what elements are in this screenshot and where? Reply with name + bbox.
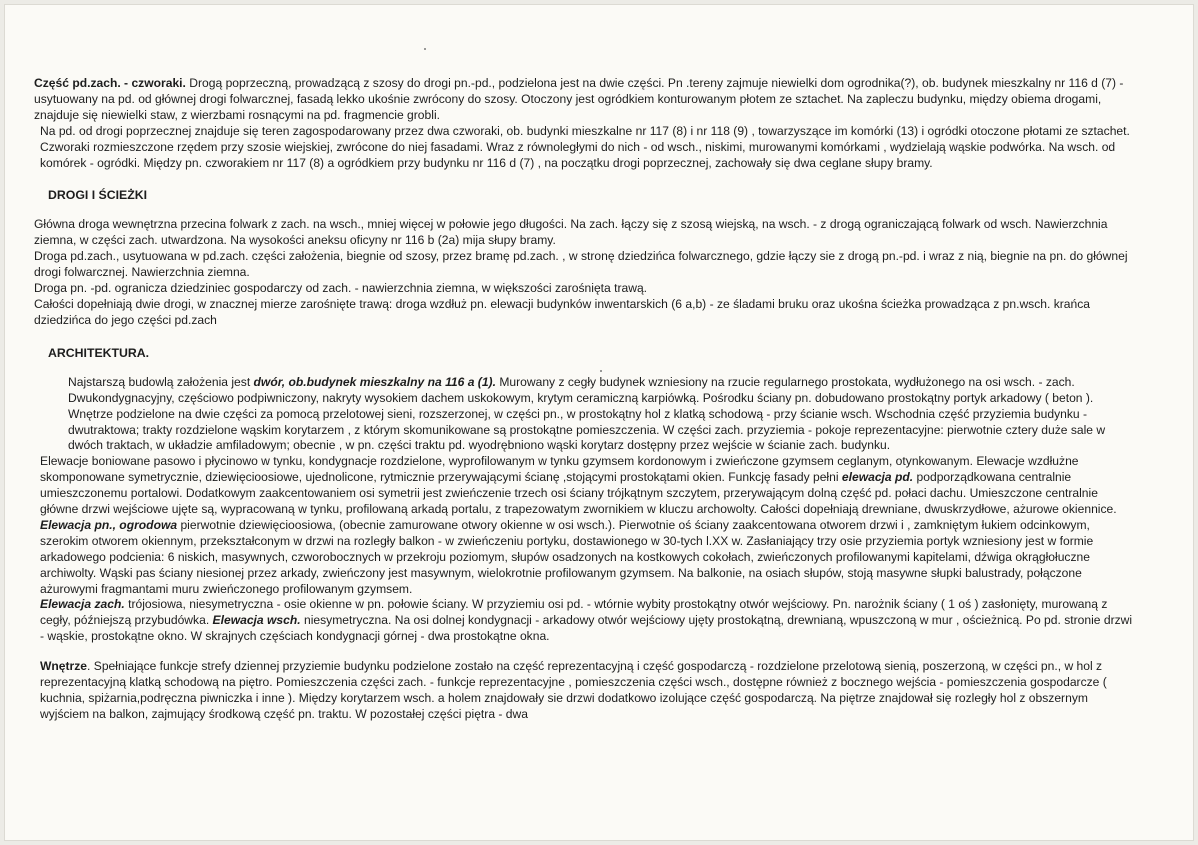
wnetrze-title: Wnętrze xyxy=(40,659,88,674)
document-body xyxy=(34,76,1134,723)
drogi-paragraph-3: Droga pn. -pd. ogranicza dziedziniec gospodarczy od zach. - nawierzchnia ziemna, w większości zarośnięta trawą. xyxy=(34,281,648,296)
wnetrze-paragraph: Wnętrze. Spełniające funkcje strefy dziennej przyziemie budynku podzielone zostało na część reprezentacyjną i część gospodarczą - rozdzielone przelotową sienią, poszerzoną, w części pn., w hol z reprezentacyjną klatką schodową na piętro. Pomieszczenia części zach. - funkcje reprezentacyjne , pomieszczenia części wsch., dostępne również z bocznego wejścia - pomieszczenia gospodarcze ( kuchnia, spiżarnia,podręczna piwniczka i inne ). Między korytarzem wsch. a holem znajdowały sie drzwi dodatkowo izolujące część gospodarczą. Na piętrze znajdował się rozległy hol z obszernym wyjściem na balkon, zajmujący środkową część pn. traktu. W pozostałej części piętra - dwa xyxy=(40,659,1107,721)
drogi-paragraph-4: Całości dopełniają dwie drogi, w znacznej mierze zarośnięte trawą: droga wzdłuż pn. elewacji budynków inwentarskich (6 a,b) - ze śladami bruku oraz ukośna ścieżka prowadząca z pn.wsch. krańca dziedzińca do jego części pd.zach xyxy=(34,296,1091,327)
czworaki-paragraph-2: Na pd. od drogi poprzecznej znajduje się teren zagospodarowany przez dwa czworaki, ob. budynki mieszkalne nr 117 (8) i nr 118 (9) , towarzyszące im komórki (13) i ogródki otoczone płotami ze sztachet. Czworaki rozmieszczone rzędem przy szosie wiejskiej, zwrócone do niej fasadami. Wraz z równoległymi do nich - od wsch., niskimi, murowanymi komórkami , wydzielają wąskie podwórka. Na wsch. od komórek - ogródki. Między pn. czworakiem nr 117 (8) a ogródkiem przy budynku nr 116 d (7) , na początku drogi poprzecznej, zachowały się dwa ceglane słupy bramy. xyxy=(40,123,1130,170)
elewacja-pn-label: Elewacja pn., ogrodowa xyxy=(40,517,178,532)
architektura-paragraph-1: Najstarszą budowlą założenia jest dwór, ob.budynek mieszkalny na 116 a (1). Murowany z cegły budynek wzniesiony na rzucie regularnego prostokata, wydłużonego na osi wsch. - zach. Dwukondygnacyjny, częściowo podpiwniczony, nakryty wysokiem dachem uskokowym, krytym ceramiczną karpiówką. Pośrodku ściany pn. dobudowano prostokątny portyk arkadowy ( beton ). Wnętrze podzielone na dwie części za pomocą przelotowej sieni, rozszerzonej, w części pn., w prostokątny hol z klatką schodową - przy ścianie wsch. Wschodnia część przyziemia budynku - dwutraktowa; trakty rozdzielone wąskim korytarzem , z którym skomunikowane są prostokątne pomieszczenia. W części zach. przyziemia - pokoje reprezentacyjne: pierwotnie cztery duże sale w dwóch traktach, w układzie amfiladowym; obecnie , w pn. części traktu pd. wyodrębniono wąski korytarz dostępny przez wejście w ścianie zach. budynku. xyxy=(68,374,1106,453)
elewacja-zach-label: Elewacja zach. xyxy=(40,597,125,612)
scan-speck xyxy=(424,48,426,50)
document-page xyxy=(4,4,1194,841)
architektura-paragraph-2: Elewacje boniowane pasowo i płycinowo w tynku, kondygnacje rozdzielone, wyprofilowanym w tynku gzymsem kordonowym i zwieńczone gzymsem ceglanym, otynkowanym. Elewacje wzdłużne skomponowane symetrycznie, dziewięcioosiowe, ujednolicone, rytmicznie przerywającymi ścianę ,stojącymi prostokątami okien. Funkcję fasady pełni elewacja pd. podporządkowana centralnie umieszczonemu portalowi. Dodatkowym zaakcentowaniem osi symetrii jest zwieńczenie trzech osi ściany trójkątnym szczytem, przerywającym dolną część pd. połaci dachu. Umieszczone centralnie główne drzwi wejściowe ujęte są, wypracowaną w tynku, profilowaną arkadą portalu, z trapezowatym zwornikiem w kluczu archowolty. Całości dopełniają drewniane, dwuskrzydłowe, ażurowe okiennice. Elewacja pn., ogrodowa pierwotnie dziewięcioosiowa, (obecnie zamurowane otwory okienne w osi wsch.). Pierwotnie oś ściany zaakcentowana otworem drzwi i , zamkniętym łukiem odcinkowym, szerokim otworem okiennym, przekształconym w drzwi na rozległy balkon - w zwieńczeniu portyku, dostawionego w 30-tych l.XX w. Zasłaniający trzy osie przyziemia portyk wzniesiony jest w formie arkadowego podcienia: 6 niskich, masywnych, czworobocznych w przekroju poziomym, słupów osadzonych na kostkowych cokołach, zwieńczonych profilowanymi kapitelami, dźwiga okrągłołuczne archiwolty. Wąski pas ściany niesionej przez arkady, zwieńczony jest masywnym, wielokrotnie profilowanym gzymsem. Na balkonie, na osiach słupów, stoją masywne słupki balustrady, połączone ażurowymi fragmantami muru zwieńczonego profilowanym gzymsem. xyxy=(40,454,1117,596)
heading-drogi: DROGI I ŚCIEŻKI xyxy=(48,188,148,203)
heading-architektura: ARCHITEKTURA. xyxy=(48,345,150,360)
drogi-paragraph-2: Droga pd.zach., usytuowana w pd.zach. części założenia, biegnie od szosy, przez bramę pd.zach. , w stronę dziedzińca folwarcznego, gdzie łączy sie z drogą pn.-pd. i wraz z nią, biegnie na pn. do głównej drogi folwarcznej. Nawierzchnia ziemna. xyxy=(34,249,1128,280)
drogi-paragraph-1: Główna droga wewnętrzna przecina folwark z zach. na wsch., mniej więcej w połowie jego długości. Na zach. łączy się z szosą wiejską, na wsch. - z drogą ograniczającą folwark od wsch. Nawierzchnia ziemna, w części zach. utwardzona. Na wysokości aneksu oficyny nr 116 b (2a) mija słupy bramy. xyxy=(34,217,1108,248)
dwor-name: dwór, ob.budynek mieszkalny na 116 a (1). xyxy=(253,374,496,389)
czworaki-paragraph: Część pd.zach. - czworaki. Drogą poprzeczną, prowadzącą z szosy do drogi pn.-pd., podzielona jest na dwie części. Pn .tereny zajmuje niewielki dom ogrodnika(?), ob. budynek mieszkalny nr 116 d (7) - usytuowany na pd. od głównej drogi folwarcznej, fasadą lekko ukośnie zwrócony do szosy. Otoczony jest ogródkiem konturowanym płotem ze sztachet. Na zapleczu budynku, między obiema drogami, znajduje się niewielki staw, z wierzbami rosnącymi na pd. fragmencie grobli. xyxy=(34,76,1124,122)
architektura-paragraph-3: Elewacja zach. trójosiowa, niesymetryczna - osie okienne w pn. połowie ściany. W przyziemiu osi pd. - wtórnie wybity prostokątny otwór wejściowy. Pn. narożnik ściany ( 1 oś ) zasłonięty, murowaną z cegły, późniejszą przybudówka. Elewacja wsch. niesymetryczna. Na osi dolnej kondygnacji - arkadowy otwór wejściowy ujęty prostokątną, drewnianą, wpuszczoną w mur , ościeżnicą. Po pd. stronie drzwi - wąskie, prostokątne okno. W skrajnych częściach kondygnacji górnej - dwa prostokątne okna. xyxy=(40,597,1133,644)
elewacja-wsch-label: Elewacja wsch. xyxy=(212,613,301,628)
czworaki-title: Część pd.zach. - czworaki. xyxy=(34,76,186,90)
elewacja-pd-label: elewacja pd. xyxy=(841,470,914,485)
